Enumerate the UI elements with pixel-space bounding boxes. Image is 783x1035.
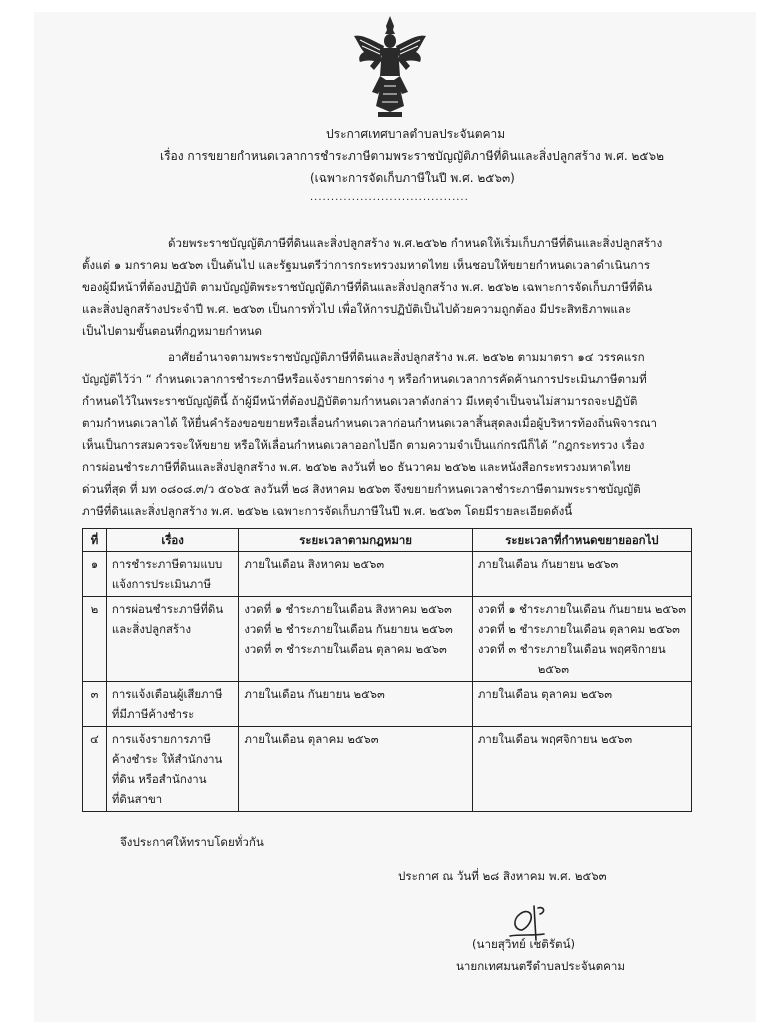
signer-name: (นายสุวิทย์ เชติรัตน์) — [472, 937, 576, 951]
paragraph-line: ด้วยพระราชบัญญัติภาษีที่ดินและสิ่งปลูกสร้าง พ.ศ.๒๕๖๒ กำหนดให้เริ่มเก็บภาษีที่ดินและสิ่งปลูกสร้าง — [168, 236, 663, 250]
row-extended-period — [472, 597, 691, 682]
paragraph-line: ตั้งแต่ ๑ มกราคม ๒๕๖๓ เป็นต้นไป และรัฐมนตรีว่าการกระทรวงมหาดไทย เห็นชอบให้ขยายกำหนดเวลาดำเนินการ — [82, 258, 651, 272]
subject-note: (เฉพาะการจัดเก็บภาษีในปี พ.ศ. ๒๕๖๓) — [310, 171, 515, 185]
paragraph-line: ด่วนที่สุด ที่ มท ๐๘๐๘.๓/ว ๕๐๖๕ ลงวันที่ ๒๘ สิงหาคม ๒๕๖๓ จึงขยายกำหนดเวลาชำระภาษีตามพระราชบัญญัติ — [82, 482, 641, 496]
legal-period-line: ภายในเดือน กันยายน ๒๕๖๓ — [244, 687, 385, 701]
extended-period-line: ๒๕๖๓ — [537, 662, 569, 676]
paragraph-line: ภาษีที่ดินและสิ่งปลูกสร้าง พ.ศ. ๒๕๖๒ เฉพาะการจัดเก็บภาษีในปี พ.ศ. ๒๕๖๓ โดยมีรายละเอียดดังนี้ — [82, 504, 573, 518]
extended-period-line: ภายในเดือน ตุลาคม ๒๕๖๓ — [477, 687, 612, 701]
subject-line: ที่ดินสาขา — [111, 792, 163, 806]
paragraph-line: เห็นเป็นการสมควรจะให้ขยาย หรือให้เลื่อนกำหนดเวลาออกไปอีก ตามความจำเป็นแก่กรณีก็ได้ ”กฎกระทรวง เรื่อง — [82, 438, 645, 452]
announcement-date: ประกาศ ณ วันที่ ๒๘ สิงหาคม พ.ศ. ๒๕๖๓ — [398, 869, 607, 883]
paragraph-line: การผ่อนชำระภาษีที่ดินและสิ่งปลูกสร้าง พ.ศ. ๒๕๖๒ ลงวันที่ ๒๐ ธันวาคม ๒๕๖๒ และหนังสือกระทรวงมหาดไทย — [82, 460, 631, 474]
table-row — [83, 597, 692, 682]
announcement-closing: จึงประกาศให้ทราบโดยทั่วกัน — [120, 835, 264, 849]
extended-period-line: งวดที่ ๑ ชำระภายในเดือน กันยายน ๒๕๖๓ — [477, 602, 686, 616]
paragraph-line: อาศัยอำนาจตามพระราชบัญญัติภาษีที่ดินและสิ่งปลูกสร้าง พ.ศ. ๒๕๖๒ ตามมาตรา ๑๔ วรรคแรก — [168, 350, 645, 364]
row-subject — [106, 552, 238, 597]
column-header-subject: เรื่อง — [106, 529, 238, 552]
subject-title: เรื่อง การขยายกำหนดเวลาการชำระภาษีตามพระราชบัญญัติภาษีที่ดินและสิ่งปลูกสร้าง พ.ศ. ๒๕๖๒ — [160, 149, 665, 163]
subject-line: การแจ้งรายการภาษี — [111, 732, 211, 746]
column-header-no: ที่ — [83, 529, 107, 552]
subject-line: การแจ้งเตือนผู้เสียภาษี — [111, 687, 223, 701]
subject-line: ที่ดิน หรือสำนักงาน — [111, 772, 207, 786]
paragraph-line: กำหนดไว้ในพระราชบัญญัตินี้ ถ้าผู้มีหน้าที่ต้องปฏิบัติตามกำหนดเวลาดังกล่าว มีเหตุจำเป็นจนไม่สามารถจะปฏิบัติ — [82, 394, 638, 408]
row-subject — [106, 597, 238, 682]
row-number: ๓ — [83, 682, 107, 727]
paragraph-line: และสิ่งปลูกสร้างประจำปี พ.ศ. ๒๕๖๓ เป็นการทั่วไป เพื่อให้การปฏิบัติเป็นไปด้วยความถูกต้อง มีประสิทธิภาพและ — [82, 302, 632, 316]
row-number: ๑ — [83, 552, 107, 597]
subject-line: การชำระภาษีตามแบบ — [111, 557, 223, 571]
legal-period-line: งวดที่ ๑ ชำระภายในเดือน สิงหาคม ๒๕๖๓ — [244, 602, 452, 616]
extended-period-line: ภายในเดือน กันยายน ๒๕๖๓ — [477, 557, 619, 571]
separator-dots: ...................................... — [310, 192, 469, 203]
row-legal-period — [239, 682, 473, 727]
garuda-emblem-icon — [352, 14, 428, 120]
paragraph-line: เป็นไปตามขั้นตอนที่กฎหมายกำหนด — [82, 324, 263, 338]
extended-period-line: งวดที่ ๓ ชำระภายในเดือน พฤศจิกายน — [477, 642, 666, 656]
paragraph-line: บัญญัติไว้ว่า “ กำหนดเวลาการชำระภาษีหรือแจ้งรายการต่าง ๆ หรือกำหนดเวลาการคัดค้านการประเมินภาษีตามที่ — [82, 372, 647, 386]
column-header-extended-period: ระยะเวลาที่กำหนดขยายออกไป — [472, 529, 691, 552]
paragraph-line: ตามกำหนดเวลาได้ ให้ยื่นคำร้องขอขยายหรือเลื่อนกำหนดเวลาก่อนกำหนดเวลาสิ้นสุดลงเมื่อผู้บริหารท้องถิ่นพิจารณา — [82, 416, 657, 430]
subject-line: แจ้งการประเมินภาษี — [111, 577, 211, 591]
subject-line: การผ่อนชำระภาษีที่ดิน — [111, 602, 224, 616]
table-header-row — [83, 529, 692, 552]
row-subject — [106, 727, 238, 812]
signer-position: นายกเทศมนตรีตำบลประจันตคาม — [456, 959, 626, 973]
row-legal-period — [239, 552, 473, 597]
paragraph-line: ของผู้มีหน้าที่ต้องปฏิบัติ ตามบัญญัติพระราชบัญญัติภาษีที่ดินและสิ่งปลูกสร้าง พ.ศ. ๒๕๖๒ เฉพาะการจัดเก็บภาษีที่ดิน — [82, 280, 653, 294]
column-header-legal-period: ระยะเวลาตามกฎหมาย — [239, 529, 473, 552]
table-row — [83, 552, 692, 597]
row-extended-period — [472, 727, 691, 812]
extended-period-line: งวดที่ ๒ ชำระภายในเดือน ตุลาคม ๒๕๖๓ — [477, 622, 680, 636]
subject-line: ที่มีภาษีค้างชำระ — [111, 707, 195, 721]
legal-period-line: ภายในเดือน ตุลาคม ๒๕๖๓ — [244, 732, 379, 746]
row-legal-period — [239, 727, 473, 812]
legal-period-line: ภายในเดือน สิงหาคม ๒๕๖๓ — [244, 557, 385, 571]
extended-period-line: ภายในเดือน พฤศจิกายน ๒๕๖๓ — [477, 732, 633, 746]
legal-period-line: งวดที่ ๓ ชำระภายในเดือน ตุลาคม ๒๕๖๓ — [244, 642, 447, 656]
row-legal-period — [239, 597, 473, 682]
row-number: ๒ — [83, 597, 107, 682]
extension-schedule-table — [82, 528, 692, 812]
table-row — [83, 727, 692, 812]
table-row — [83, 682, 692, 727]
row-extended-period — [472, 682, 691, 727]
row-subject — [106, 682, 238, 727]
paragraph-1 — [82, 232, 690, 342]
row-number: ๔ — [83, 727, 107, 812]
row-extended-period — [472, 552, 691, 597]
legal-period-line: งวดที่ ๒ ชำระภายในเดือน กันยายน ๒๕๖๓ — [244, 622, 453, 636]
subject-line: ค้างชำระ ให้สำนักงาน — [111, 752, 223, 766]
paragraph-2 — [82, 346, 690, 522]
subject-line: และสิ่งปลูกสร้าง — [111, 622, 192, 636]
issuer-title: ประกาศเทศบาลตำบลประจันตคาม — [326, 127, 506, 141]
